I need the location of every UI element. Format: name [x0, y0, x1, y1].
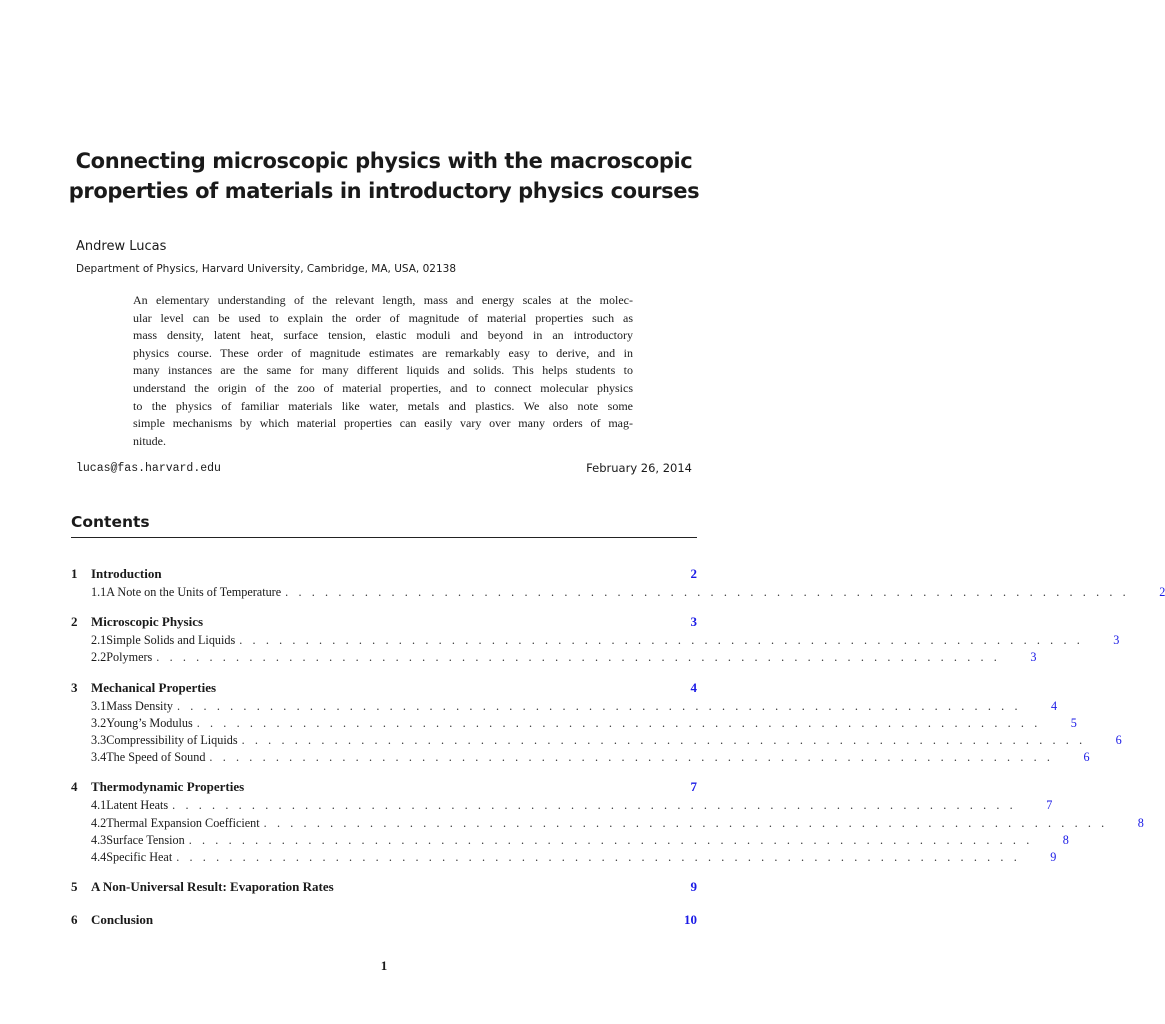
page-number: 1	[380, 958, 388, 973]
abstract-line: to the physics of familiar materials like water, metals and plastics. We also note some	[133, 398, 633, 413]
toc-subsection-page-link[interactable]: 2	[1159, 585, 1165, 599]
toc-subsection-number: 3.4	[91, 750, 107, 765]
toc-section-4	[71, 779, 1144, 867]
toc-subsection-page-link[interactable]: 7	[1046, 798, 1053, 813]
contents-divider	[71, 537, 697, 538]
toc-subsection-number: 2.1	[91, 633, 107, 648]
toc-section-entry[interactable]	[71, 779, 697, 798]
toc-subsection-page-link[interactable]: 8	[1062, 832, 1069, 847]
toc-section-title: Thermodynamic Properties	[91, 779, 245, 795]
toc-subsection-entry[interactable]	[71, 698, 1058, 716]
toc-dot-leader: . . . . . . . . . . . . . . . . . . . . . . . . . . . . . . . . . . . . . . . . . . . . . . . . . . . . . . . . . . . . . . . .	[241, 732, 1086, 747]
author-email[interactable]: lucas@fas.harvard.edu	[76, 462, 221, 475]
toc-subsection-title: Latent Heats	[106, 798, 169, 813]
toc-section-entry[interactable]	[71, 879, 697, 898]
toc-section-page-link[interactable]: 10	[684, 912, 697, 928]
toc-section-entry[interactable]	[71, 680, 697, 699]
toc-subsection-number: 2.2	[91, 650, 107, 665]
toc-dot-leader: . . . . . . . . . . . . . . . . . . . . . . . . . . . . . . . . . . . . . . . . . . . . . . . . . . . . . . . . . . . . . . . .	[209, 750, 1054, 765]
toc-subsection-number: 4.3	[91, 832, 107, 847]
toc-section-title: A Non-Universal Result: Evaporation Rates	[91, 879, 334, 895]
abstract-line: physics course. These order of magnitude estimates are remarkably easy to derive, and in	[133, 345, 633, 360]
toc-dot-leader: . . . . . . . . . . . . . . . . . . . . . . . . . . . . . . . . . . . . . . . . . . . . . . . . . . . . . . . . . . . . . . . .	[188, 832, 1033, 847]
toc-dot-leader: . . . . . . . . . . . . . . . . . . . . . . . . . . . . . . . . . . . . . . . . . . . . . . . . . . . . . . . . . . . . . . . .	[285, 585, 1130, 599]
toc-subsection-entry[interactable]	[71, 849, 1057, 867]
toc-dot-leader: . . . . . . . . . . . . . . . . . . . . . . . . . . . . . . . . . . . . . . . . . . . . . . . . . . . . . . . . . . . . . . . .	[172, 798, 1017, 813]
toc-dot-leader: . . . . . . . . . . . . . . . . . . . . . . . . . . . . . . . . . . . . . . . . . . . . . . . . . . . . . . . . . . . . . . . .	[239, 633, 1084, 648]
title-line-1: Connecting microscopic physics with the macroscopic	[75, 149, 693, 173]
toc-section-page-link[interactable]: 3	[690, 614, 697, 630]
toc-subsection-title: The Speed of Sound	[106, 750, 206, 765]
toc-section-page-link[interactable]: 9	[690, 879, 697, 895]
toc-subsection-title: Surface Tension	[106, 832, 185, 847]
toc-section-number: 1	[71, 566, 78, 581]
toc-subsection-number: 4.1	[91, 798, 107, 813]
author-affiliation: Department of Physics, Harvard University, Cambridge, MA, USA, 02138	[76, 263, 456, 275]
toc-subsection-number: 4.4	[91, 849, 107, 864]
table-of-contents	[71, 566, 1165, 945]
paper-title	[60, 146, 708, 206]
toc-subsection-title: Polymers	[106, 650, 153, 665]
toc-subsection-entry[interactable]	[71, 715, 1077, 733]
toc-section-title: Conclusion	[91, 912, 154, 928]
toc-section-number: 6	[71, 912, 78, 928]
abstract-line: simple mechanisms by which material properties can easily vary over many orders of mag-	[133, 416, 633, 431]
toc-section-entry[interactable]	[71, 614, 697, 633]
paper-date: February 26, 2014	[586, 461, 692, 475]
toc-subsection-page-link[interactable]: 3	[1113, 633, 1120, 648]
toc-section-5	[71, 879, 697, 898]
toc-section-title: Introduction	[91, 566, 162, 581]
toc-subsection-title: A Note on the Units of Temperature	[106, 585, 282, 599]
toc-section-number: 4	[71, 779, 78, 795]
toc-section-page-link[interactable]: 4	[690, 679, 697, 695]
abstract-line: understand the origin of the zoo of material properties, and to connect molecular physics	[133, 380, 633, 395]
toc-section-entry[interactable]	[71, 912, 697, 931]
toc-section-title: Microscopic Physics	[91, 614, 204, 630]
toc-subsection-entry[interactable]	[71, 798, 1053, 815]
toc-subsection-entry[interactable]	[71, 750, 1090, 767]
toc-subsection-title: Mass Density	[106, 698, 173, 713]
toc-subsection-entry[interactable]	[71, 633, 1120, 650]
toc-section-1	[71, 566, 1165, 602]
toc-subsection-page-link[interactable]: 5	[1070, 715, 1077, 730]
toc-section-page-link[interactable]: 7	[690, 779, 697, 795]
toc-subsection-page-link[interactable]: 6	[1083, 750, 1090, 765]
toc-subsection-number: 3.2	[91, 715, 107, 730]
toc-subsection-number: 1.1	[91, 585, 107, 599]
toc-section-entry[interactable]	[71, 566, 697, 585]
toc-subsection-title: Specific Heat	[106, 849, 173, 864]
toc-dot-leader: . . . . . . . . . . . . . . . . . . . . . . . . . . . . . . . . . . . . . . . . . . . . . . . . . . . . . . . . . . . . . . . .	[176, 698, 1022, 713]
contents-heading: Contents	[71, 513, 150, 531]
toc-subsection-entry[interactable]	[71, 832, 1069, 850]
toc-section-number: 3	[71, 679, 78, 695]
toc-section-2	[71, 614, 1120, 667]
toc-dot-leader: . . . . . . . . . . . . . . . . . . . . . . . . . . . . . . . . . . . . . . . . . . . . . . . . . . . . . . . . . . . . . . . .	[263, 815, 1108, 830]
toc-subsection-page-link[interactable]: 3	[1030, 650, 1037, 665]
abstract	[133, 292, 633, 450]
toc-section-3	[71, 679, 1122, 768]
author-name: Andrew Lucas	[76, 239, 167, 254]
abstract-line: many instances are the same for many different liquids and solids. This helps students to	[133, 363, 633, 378]
toc-subsection-page-link[interactable]: 4	[1051, 698, 1058, 713]
toc-section-title: Mechanical Properties	[91, 679, 217, 695]
toc-subsection-entry[interactable]	[71, 650, 1037, 667]
toc-section-number: 2	[71, 614, 78, 630]
toc-dot-leader: . . . . . . . . . . . . . . . . . . . . . . . . . . . . . . . . . . . . . . . . . . . . . . . . . . . . . . . . . . . . . . . .	[176, 849, 1021, 864]
toc-subsection-page-link[interactable]: 9	[1050, 849, 1057, 864]
toc-subsection-entry[interactable]	[71, 732, 1122, 750]
abstract-line: nitude.	[133, 433, 166, 448]
abstract-line: mass density, latent heat, surface tension, elastic moduli and beyond in an introductory	[133, 328, 633, 343]
toc-subsection-number: 4.2	[91, 815, 107, 830]
toc-subsection-number: 3.1	[91, 698, 107, 713]
toc-subsection-entry[interactable]	[71, 585, 1165, 602]
toc-subsection-entry[interactable]	[71, 815, 1144, 833]
toc-dot-leader: . . . . . . . . . . . . . . . . . . . . . . . . . . . . . . . . . . . . . . . . . . . . . . . . . . . . . . . . . . . . . . . .	[156, 650, 1001, 665]
title-line-2: properties of materials in introductory physics courses	[68, 179, 700, 203]
toc-section-page-link[interactable]: 2	[690, 566, 697, 581]
toc-section-6	[71, 912, 697, 931]
toc-subsection-title: Thermal Expansion Coefficient	[106, 815, 260, 830]
toc-subsection-title: Young’s Modulus	[106, 715, 193, 730]
abstract-line: ular level can be used to explain the order of magnitude of material properties such as	[133, 310, 633, 325]
toc-dot-leader: . . . . . . . . . . . . . . . . . . . . . . . . . . . . . . . . . . . . . . . . . . . . . . . . . . . . . . . . . . . . . . . .	[196, 715, 1041, 730]
toc-subsection-number: 3.3	[91, 732, 107, 747]
toc-subsection-page-link[interactable]: 8	[1137, 815, 1144, 830]
toc-subsection-title: Compressibility of Liquids	[106, 732, 238, 747]
toc-subsection-page-link[interactable]: 6	[1115, 732, 1122, 747]
toc-subsection-title: Simple Solids and Liquids	[106, 633, 236, 648]
abstract-line: An elementary understanding of the relevant length, mass and energy scales at the molec-	[133, 293, 633, 307]
toc-section-number: 5	[71, 879, 78, 895]
